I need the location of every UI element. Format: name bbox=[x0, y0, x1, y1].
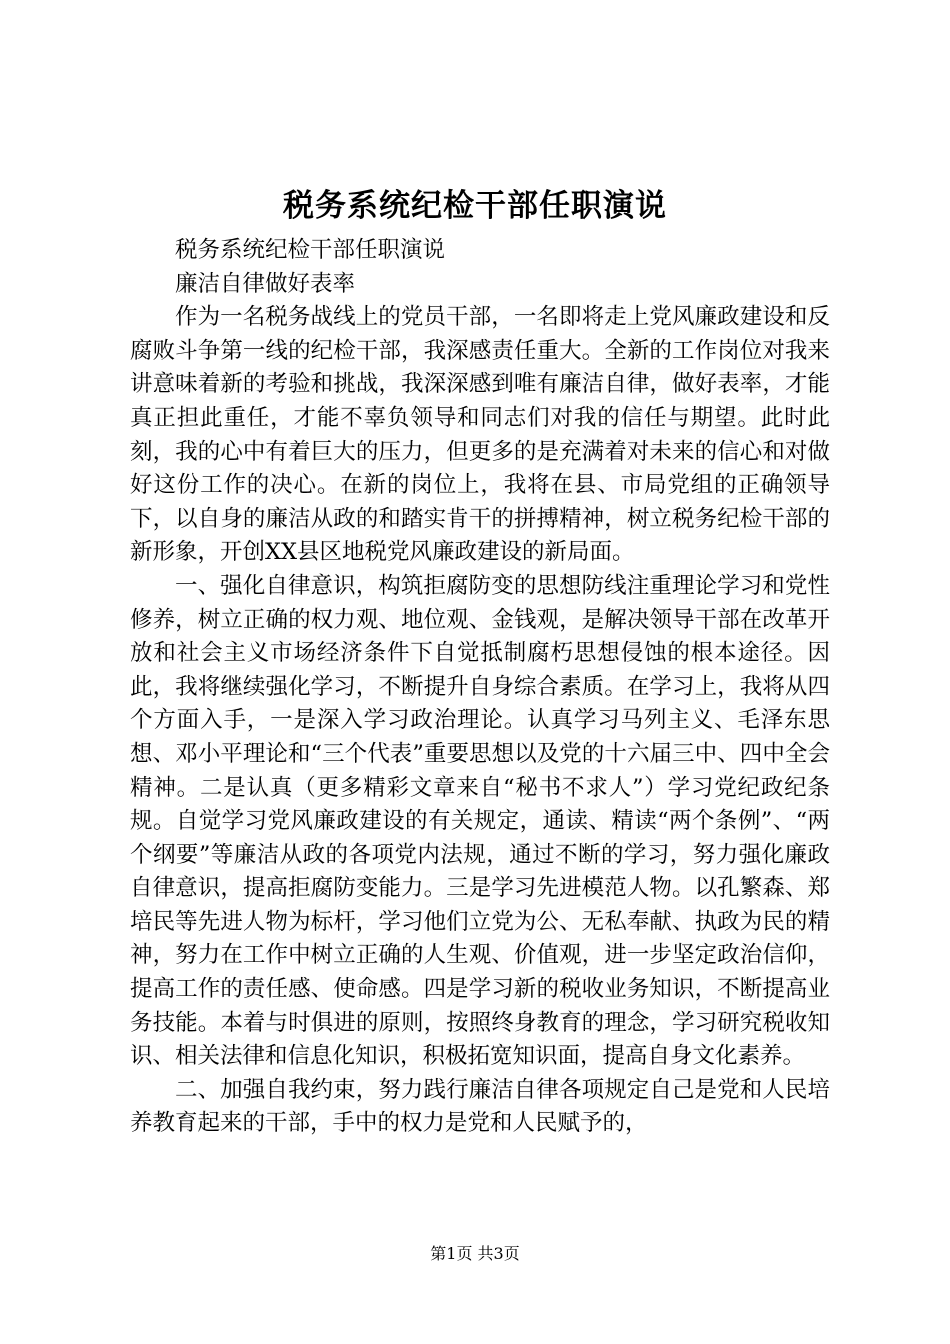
document-title: 税务系统纪检干部任职演说 bbox=[283, 188, 667, 224]
document-body bbox=[130, 234, 830, 1141]
section-one-paragraph: 一、强化自律意识，构筑拒腐防变的思想防线注重理论学习和党性修养，树立正确的权力观、地位观、金钱观，是解决领导干部在改革开放和社会主义市场经济条件下自觉抵制腐朽思想侵蚀的根本途径。因此，我将继续强化学习，不断提升自身综合素质。在学习上，我将从四个方面入手，一是深入学习政治理论。认真学习马列主义、毛泽东思想、邓小平理论和“三个代表”重要思想以及党的十六届三中、四中全会精神。二是认真（更多精彩文章来自“秘书不求人”）学习党纪政纪条规。自觉学习党风廉政建设的有关规定，通读、精读“两个条例”、“两个纲要”等廉洁从政的各项党内法规，通过不断的学习，努力强化廉政自律意识，提高拒腐防变能力。三是学习先进模范人物。以孔繁森、郑培民等先进人物为标杆，学习他们立党为公、无私奉献、执政为民的精神，努力在工作中树立正确的人生观、价值观，进一步坚定政治信仰，提高工作的责任感、使命感。四是学习新的税收业务知识，不断提高业务技能。本着与时俱进的原则，按照终身教育的理念，学习研究税收知识、相关法律和信息化知识，积极拓宽知识面，提高自身文化素养。 bbox=[130, 572, 830, 1070]
section-two-paragraph: 二、加强自我约束，努力践行廉洁自律各项规定自己是党和人民培养教育起来的干部，手中的权力是党和人民赋予的， bbox=[130, 1076, 830, 1137]
page-number-footer: 第1页 共3页 bbox=[430, 1244, 520, 1263]
intro-paragraph: 作为一名税务战线上的党员干部，一名即将走上党风廉政建设和反腐败斗争第一线的纪检干部，我深感责任重大。全新的工作岗位对我来讲意味着新的考验和挑战，我深深感到唯有廉洁自律，做好表率，才能真正担此重任，才能不辜负领导和同志们对我的信任与期望。此时此刻，我的心中有着巨大的压力，但更多的是充满着对未来的信心和对做好这份工作的决心。在新的岗位上，我将在县、市局党组的正确领导下，以自身的廉洁从政的和踏实肯干的拼搏精神，树立税务纪检干部的新形象，开创XX县区地税党风廉政建设的新局面。 bbox=[130, 304, 830, 566]
theme-paragraph: 廉洁自律做好表率 bbox=[175, 270, 356, 297]
subtitle-paragraph: 税务系统纪检干部任职演说 bbox=[175, 237, 446, 263]
